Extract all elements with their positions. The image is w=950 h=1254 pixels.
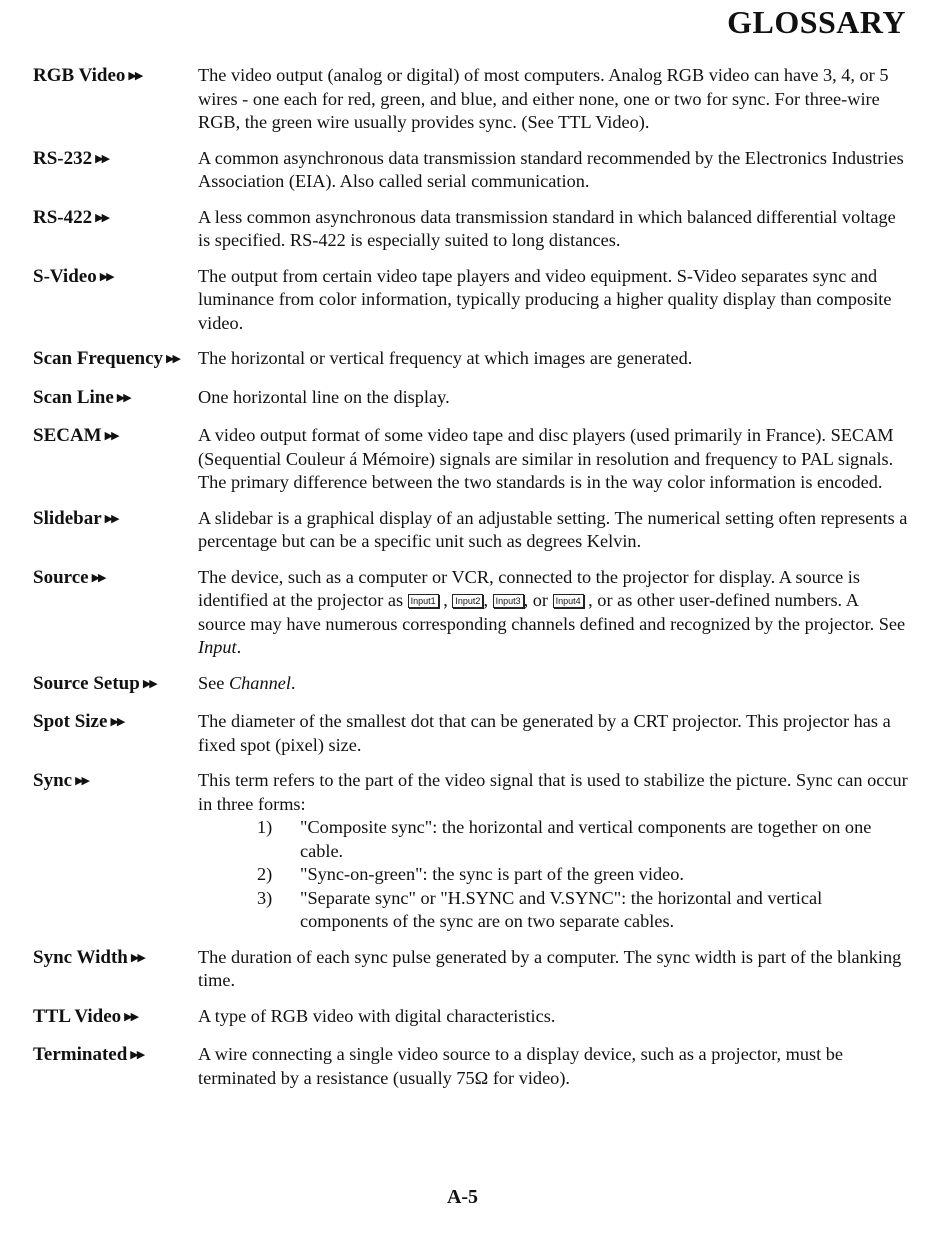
list-text: "Sync-on-green": the sync is part of the green video. bbox=[300, 864, 684, 884]
glossary-list bbox=[33, 64, 909, 1102]
double-arrow-icon: ▶▶ bbox=[99, 270, 113, 283]
double-arrow-icon: ▶▶ bbox=[104, 430, 118, 442]
input4-key-icon: Input4 bbox=[553, 594, 584, 608]
glossary-term: Source Setup bbox=[33, 672, 140, 694]
list-text: "Composite sync": the horizontal and vertical components are together on one cable. bbox=[300, 817, 872, 861]
input2-key-icon: Input2 bbox=[452, 594, 483, 608]
page-title: GLOSSARY bbox=[727, 4, 906, 40]
input1-key-icon: Input1 bbox=[408, 594, 439, 608]
double-arrow-icon: ▶▶ bbox=[104, 512, 118, 525]
list-item bbox=[257, 816, 909, 863]
double-arrow-icon: ▶▶ bbox=[95, 211, 109, 224]
double-arrow-icon: ▶▶ bbox=[116, 391, 130, 404]
glossary-entry-rgb-video bbox=[33, 64, 909, 135]
double-arrow-icon: ▶▶ bbox=[95, 152, 109, 165]
glossary-entry-source-setup bbox=[33, 672, 909, 699]
glossary-term: Sync bbox=[33, 770, 73, 791]
glossary-term: RGB Video bbox=[33, 65, 126, 86]
glossary-term: Terminated bbox=[33, 1044, 128, 1065]
glossary-definition: A less common asynchronous data transmission standard in which balanced differential voltage is specified. RS-422 is especially suited to long distances. bbox=[198, 206, 896, 250]
double-arrow-icon: ▶▶ bbox=[124, 1010, 138, 1023]
glossary-definition: The duration of each sync pulse generated by a computer. The sync width is part of the blanking time. bbox=[198, 946, 902, 990]
glossary-definition: The horizontal or vertical frequency at which images are generated. bbox=[198, 348, 693, 368]
glossary-definition: A type of RGB video with digital characteristics. bbox=[198, 1005, 556, 1026]
glossary-entry-spot-size bbox=[33, 710, 909, 757]
page-number: A-5 bbox=[446, 1186, 479, 1208]
glossary-entry-scan-line bbox=[33, 386, 909, 413]
cross-reference: Channel bbox=[228, 672, 291, 693]
glossary-definition: A common asynchronous data transmission standard recommended by the Electronics Industries Association (EIA). Also called serial communication. bbox=[198, 147, 904, 191]
input3-key-icon: Input3 bbox=[493, 594, 524, 608]
glossary-definition: A slidebar is a graphical display of an adjustable setting. The numerical setting often represents a percentage but can be a specific unit such as degrees Kelvin. bbox=[198, 507, 908, 551]
glossary-entry-slidebar bbox=[33, 507, 909, 554]
double-arrow-icon: ▶▶ bbox=[75, 775, 88, 787]
double-arrow-icon: ▶▶ bbox=[166, 353, 179, 365]
glossary-definition: A wire connecting a single video source to a display device, such as a projector, must be terminated by a resistance (usually 75Ω for video). bbox=[198, 1044, 844, 1088]
list-number: 3) bbox=[257, 887, 273, 908]
glossary-term: S-Video bbox=[33, 265, 97, 287]
glossary-definition: See Channel. bbox=[198, 672, 296, 693]
glossary-definition: One horizontal line on the display. bbox=[198, 386, 450, 407]
sync-forms-list bbox=[198, 816, 909, 934]
glossary-entry-rs-422 bbox=[33, 206, 909, 253]
double-arrow-icon: ▶▶ bbox=[128, 70, 142, 82]
double-arrow-icon: ▶▶ bbox=[110, 716, 124, 728]
glossary-definition: A video output format of some video tape and disc players (used primarily in France). SECAM (Sequential Couleur á Mémoire) signals are similar in resolution and frequency to PAL signals. The primary difference between the two standards is in the way color information is encoded. bbox=[198, 425, 894, 492]
cross-reference: Input bbox=[198, 637, 237, 657]
glossary-entry-rs-232 bbox=[33, 147, 909, 194]
glossary-definition: The diameter of the smallest dot that can be generated by a CRT projector. This projector has a fixed spot (pixel) size. bbox=[198, 711, 891, 755]
glossary-term: TTL Video bbox=[33, 1005, 122, 1027]
glossary-term: Sync Width bbox=[33, 946, 128, 968]
glossary-entry-scan-frequency bbox=[33, 347, 909, 374]
glossary-term: Scan Frequency bbox=[33, 348, 164, 369]
glossary-entry-secam bbox=[33, 424, 909, 495]
glossary-entry-sync-width bbox=[33, 946, 909, 993]
glossary-entry-s-video bbox=[33, 265, 909, 336]
list-item bbox=[257, 863, 909, 887]
list-number: 2) bbox=[257, 864, 273, 884]
glossary-entry-source bbox=[33, 566, 909, 660]
glossary-definition: The device, such as a computer or VCR, connected to the projector for display. A source is identified at the projector as Input1 , Input2 , Input3 , or Input4 , or as other user-defined numbers. A source may have numerous corresponding channels defined and recognized by the projector. See Input. bbox=[198, 566, 906, 657]
double-arrow-icon: ▶▶ bbox=[130, 1049, 144, 1061]
glossary-term: RS-232 bbox=[33, 147, 93, 169]
double-arrow-icon: ▶▶ bbox=[130, 951, 144, 964]
glossary-definition: The output from certain video tape players and video equipment. S-Video separates sync and luminance from color information, typically producing a higher quality display than composite video. bbox=[198, 265, 892, 333]
glossary-term: Spot Size bbox=[33, 711, 108, 732]
glossary-term: Source bbox=[33, 566, 89, 588]
list-number: 1) bbox=[257, 817, 273, 837]
glossary-term: SECAM bbox=[33, 425, 102, 446]
double-arrow-icon: ▶▶ bbox=[91, 571, 105, 584]
list-text: "Separate sync" or "H.SYNC and V.SYNC": the horizontal and vertical components of the sync are on two separate cables. bbox=[300, 887, 823, 931]
glossary-entry-sync bbox=[33, 769, 909, 934]
glossary-entry-terminated bbox=[33, 1043, 909, 1090]
list-item bbox=[257, 887, 909, 934]
sync-intro: This term refers to the part of the video signal that is used to stabilize the picture. Sync can occur in three forms: bbox=[198, 770, 908, 814]
glossary-term: Scan Line bbox=[33, 386, 114, 408]
glossary-entry-ttl-video bbox=[33, 1005, 909, 1032]
glossary-definition bbox=[198, 769, 909, 934]
glossary-term: RS-422 bbox=[33, 206, 93, 228]
glossary-definition: The video output (analog or digital) of most computers. Analog RGB video can have 3, 4, or 5 wires - one each for red, green, and blue, and either none, one or two for sync. For three-wire RGB, the green wire usually provides sync. (See TTL Video). bbox=[198, 65, 889, 132]
glossary-term: Slidebar bbox=[33, 507, 102, 529]
double-arrow-icon: ▶▶ bbox=[142, 677, 156, 690]
